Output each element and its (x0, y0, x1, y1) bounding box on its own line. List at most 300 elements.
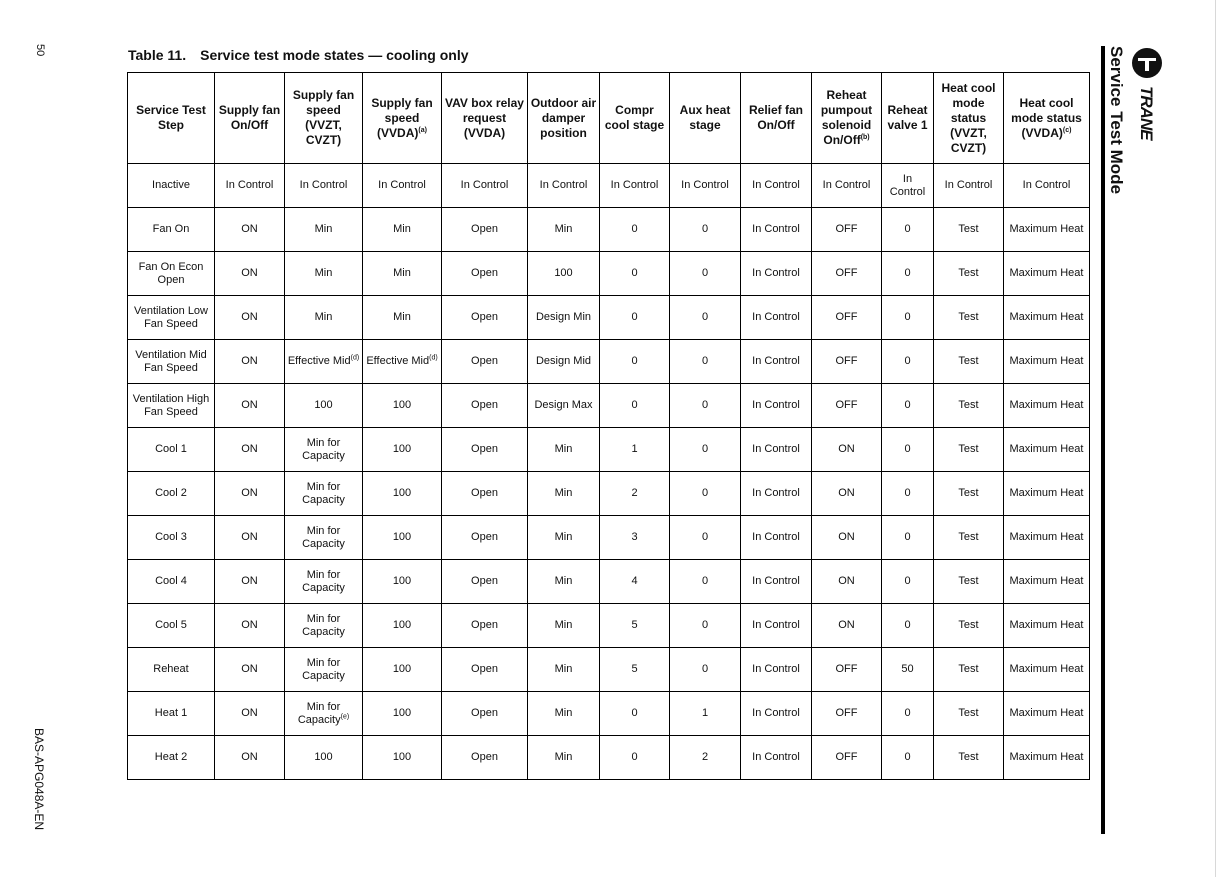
cell-value: ON (838, 575, 855, 587)
cell-value: In Control (752, 223, 800, 235)
cell-value: OFF (835, 267, 858, 279)
table-cell (215, 472, 285, 516)
cell-value: In Control (752, 443, 800, 455)
step-name-cell (128, 340, 215, 384)
table-cell (670, 340, 741, 384)
step-name-cell (128, 164, 215, 208)
table-cell (1004, 252, 1090, 296)
cell-value: Test (958, 311, 979, 323)
table-cell (934, 208, 1004, 252)
cell-value: Min (314, 311, 333, 323)
cell-value: Min for Capacity (302, 436, 345, 462)
cell-value: ON (241, 751, 258, 763)
table-cell (215, 604, 285, 648)
table-cell (1004, 384, 1090, 428)
table-cell (442, 340, 528, 384)
table-cell (528, 648, 600, 692)
cell-value: Maximum Heat (1009, 311, 1084, 323)
table-cell (741, 164, 812, 208)
cell-value: Min (314, 223, 333, 235)
cell-value: 100 (392, 707, 412, 719)
table-cell (363, 472, 442, 516)
cell-value: 0 (631, 751, 638, 763)
cell-value: Design Max (534, 399, 593, 411)
cell-value: In Control (681, 179, 729, 191)
table-cell (215, 692, 285, 736)
cell-value: Test (958, 619, 979, 631)
table-cell (741, 252, 812, 296)
table-cell (812, 384, 882, 428)
table-cell (812, 164, 882, 208)
table-cell (934, 560, 1004, 604)
cell-value: In Control (752, 267, 800, 279)
table-cell (741, 340, 812, 384)
table-cell (363, 428, 442, 472)
cell-value: 2 (631, 487, 638, 499)
table-cell (442, 648, 528, 692)
table-cell (600, 208, 670, 252)
table-cell (1004, 164, 1090, 208)
footnote-mark: (c) (1062, 126, 1072, 134)
cell-value: Min for Capacity (297, 700, 341, 726)
table-cell (442, 472, 528, 516)
table-cell (670, 604, 741, 648)
cell-value: 100 (392, 443, 412, 455)
cell-value: 0 (904, 311, 911, 323)
table-cell (934, 736, 1004, 780)
cell-value: 0 (701, 575, 709, 587)
document-code: BAS-APG048A-EN (32, 728, 46, 831)
page-number: 50 (34, 44, 46, 57)
cell-value: 100 (392, 399, 412, 411)
cell-value: Open (471, 443, 498, 455)
table-cell (882, 472, 934, 516)
table-cell (442, 736, 528, 780)
cell-value: Min (554, 663, 573, 675)
table-cell (1004, 208, 1090, 252)
cell-value: Open (471, 575, 498, 587)
cell-value: In Control (752, 311, 800, 323)
column-header-label: Supply fan speed (VVDA) (371, 95, 433, 140)
cell-value: In Control (378, 179, 426, 191)
table-cell (363, 384, 442, 428)
table-cell (600, 428, 670, 472)
step-name-cell (128, 560, 215, 604)
cell-value: In Control (752, 531, 800, 543)
cell-value: 100 (392, 487, 412, 499)
cell-value: Cool 4 (155, 575, 187, 587)
table-cell (528, 252, 600, 296)
column-header-label: Reheat valve 1 (887, 103, 928, 132)
cell-value: Test (958, 531, 979, 543)
cell-value: Test (958, 575, 979, 587)
table-cell (1004, 516, 1090, 560)
table-cell (1004, 296, 1090, 340)
cell-value: In Control (822, 179, 871, 191)
cell-value: Fan On Econ Open (138, 260, 204, 286)
cell-value: 0 (631, 399, 638, 411)
table-cell (600, 296, 670, 340)
table-cell (934, 296, 1004, 340)
cell-value: Maximum Heat (1009, 575, 1084, 587)
cell-value: In Control (752, 575, 800, 587)
cell-value: ON (838, 443, 855, 455)
column-header-label: Reheat pumpout solenoid On/Off (820, 88, 873, 147)
table-cell (215, 384, 285, 428)
table-cell (215, 296, 285, 340)
table-cell (882, 164, 934, 208)
table-cell (812, 648, 882, 692)
table-cell (741, 296, 812, 340)
cell-value: Min for Capacity (302, 612, 345, 638)
cell-value: Min (554, 751, 573, 763)
cell-value: Test (958, 707, 979, 719)
table-cell (215, 560, 285, 604)
cell-value: 100 (392, 531, 412, 543)
cell-value: Open (471, 487, 498, 499)
cell-value: In Control (752, 707, 800, 719)
cell-value: OFF (835, 663, 858, 675)
cell-value: ON (241, 355, 258, 367)
table-cell (812, 252, 882, 296)
cell-value: Min (393, 267, 411, 279)
table-header-row (128, 73, 1090, 164)
cell-value: 100 (392, 751, 412, 763)
table-cell (363, 208, 442, 252)
cell-value: In Control (299, 179, 348, 191)
table-cell (934, 164, 1004, 208)
cell-value: 0 (701, 663, 709, 675)
table-row (128, 648, 1090, 692)
column-header-label: VAV box relay request (VVDA) (445, 95, 524, 140)
cell-value: Heat 1 (154, 707, 188, 719)
table-cell (215, 208, 285, 252)
cell-value: In Control (752, 355, 800, 367)
step-name-cell (128, 296, 215, 340)
cell-value: Min (554, 223, 573, 235)
cell-value: 0 (631, 223, 638, 235)
step-name-cell (128, 736, 215, 780)
table-cell (741, 604, 812, 648)
cell-value: Maximum Heat (1009, 751, 1084, 763)
cell-value: Maximum Heat (1009, 223, 1084, 235)
table-cell (1004, 648, 1090, 692)
table-cell (670, 296, 741, 340)
table-cell (285, 648, 363, 692)
table-cell (363, 736, 442, 780)
column-header (363, 73, 442, 164)
cell-value: In Control (889, 172, 926, 198)
table-cell (670, 208, 741, 252)
column-header-label: Outdoor air damper position (530, 95, 597, 140)
cell-value: ON (241, 223, 258, 235)
table-cell (442, 428, 528, 472)
table-cell (285, 428, 363, 472)
table-row (128, 384, 1090, 428)
cell-value: Open (471, 311, 498, 323)
cell-value: In Control (752, 619, 800, 631)
cell-value: 100 (392, 619, 412, 631)
table-cell (285, 736, 363, 780)
table-cell (1004, 340, 1090, 384)
cell-value: OFF (835, 399, 858, 411)
column-header (215, 73, 285, 164)
table-cell (670, 472, 741, 516)
table-cell (363, 516, 442, 560)
cell-value: 5 (631, 663, 638, 675)
table-cell (285, 340, 363, 384)
cell-value: 0 (701, 619, 709, 631)
brand-wordmark: TRANE (1137, 86, 1156, 140)
cell-value: Open (471, 267, 498, 279)
cell-value: OFF (835, 355, 858, 367)
cell-value: Reheat (153, 663, 189, 675)
cell-value: Cool 2 (155, 487, 187, 499)
table-cell (1004, 472, 1090, 516)
sidebar-rule (1101, 46, 1105, 834)
cell-value: In Control (539, 179, 588, 191)
cell-value: 0 (904, 531, 911, 543)
table-cell (442, 384, 528, 428)
cell-value: ON (241, 619, 258, 631)
cell-value: Min (393, 311, 411, 323)
cell-value: 0 (631, 707, 638, 719)
cell-value: Cool 5 (155, 619, 187, 631)
cell-value: 0 (701, 355, 709, 367)
table-cell (528, 560, 600, 604)
table-cell (882, 340, 934, 384)
table-cell (741, 384, 812, 428)
cell-value: Test (958, 355, 979, 367)
cell-value: Design Mid (535, 355, 592, 367)
cell-value: 0 (904, 223, 911, 235)
column-header (670, 73, 741, 164)
table-cell (285, 692, 363, 736)
table-cell (812, 340, 882, 384)
table-cell (215, 648, 285, 692)
cell-value: Open (471, 707, 498, 719)
cell-value: 1 (701, 707, 709, 719)
cell-value: Maximum Heat (1009, 707, 1084, 719)
cell-value: Min (554, 443, 573, 455)
cell-value: Open (471, 619, 498, 631)
table-cell (934, 692, 1004, 736)
table-cell (934, 340, 1004, 384)
table-cell (528, 164, 600, 208)
table-cell (528, 428, 600, 472)
cell-value: Maximum Heat (1009, 443, 1084, 455)
cell-value: Design Min (535, 311, 592, 323)
table-cell (285, 384, 363, 428)
table-row (128, 692, 1090, 736)
cell-value: 0 (701, 311, 709, 323)
cell-value: 0 (904, 751, 911, 763)
cell-value: Min (393, 223, 411, 235)
cell-value: In Control (460, 179, 509, 191)
table-row (128, 164, 1090, 208)
cell-value: Maximum Heat (1009, 531, 1084, 543)
cell-value: 100 (392, 663, 412, 675)
column-header-label: Aux heat stage (679, 103, 731, 132)
table-row (128, 296, 1090, 340)
table-cell (215, 516, 285, 560)
table-row (128, 472, 1090, 516)
table-cell (670, 164, 741, 208)
table-cell (363, 604, 442, 648)
table-cell (528, 604, 600, 648)
cell-value: Effective Mid (287, 355, 351, 367)
cell-value: 100 (314, 399, 333, 411)
table-cell (812, 472, 882, 516)
table-cell (670, 648, 741, 692)
cell-value: Min (554, 575, 573, 587)
table-cell (934, 516, 1004, 560)
cell-value: 0 (631, 311, 638, 323)
cell-value: In Control (752, 179, 800, 191)
table-cell (285, 472, 363, 516)
cell-value: ON (838, 531, 855, 543)
table-cell (812, 428, 882, 472)
cell-value: 100 (314, 751, 333, 763)
table-cell (812, 516, 882, 560)
cell-value: Cool 1 (155, 443, 187, 455)
table-cell (741, 648, 812, 692)
table-cell (600, 472, 670, 516)
cell-value: Min (554, 531, 573, 543)
cell-value: Open (471, 751, 498, 763)
cell-value: Open (471, 355, 498, 367)
cell-value: In Control (1022, 179, 1071, 191)
table-cell (741, 472, 812, 516)
table-cell (882, 296, 934, 340)
cell-value: ON (838, 487, 855, 499)
table-cell (600, 516, 670, 560)
table-cell (528, 340, 600, 384)
table-cell (528, 384, 600, 428)
cell-value: Min for Capacity (302, 524, 345, 550)
cell-value: 0 (904, 487, 911, 499)
cell-value: In Control (752, 751, 800, 763)
cell-value: 0 (701, 531, 709, 543)
cell-value: Effective Mid (366, 355, 430, 367)
table-cell (363, 252, 442, 296)
footnote-mark: (b) (860, 134, 870, 141)
table-cell (215, 428, 285, 472)
column-header-label: Heat cool mode status (VVDA) (1011, 95, 1082, 140)
table-cell (363, 164, 442, 208)
column-header (882, 73, 934, 164)
cell-value: Open (471, 663, 498, 675)
cell-value: 0 (631, 267, 638, 279)
table-cell (1004, 428, 1090, 472)
table-cell (882, 384, 934, 428)
table-cell (215, 736, 285, 780)
cell-value: 0 (701, 399, 709, 411)
cell-value: In Control (752, 399, 800, 411)
table-cell (812, 692, 882, 736)
cell-value: Maximum Heat (1009, 487, 1084, 499)
table-cell (741, 428, 812, 472)
footnote-mark: (a) (418, 126, 427, 134)
cell-value: Test (958, 443, 979, 455)
cell-value: 0 (701, 487, 709, 499)
table-cell (285, 604, 363, 648)
step-name-cell (128, 472, 215, 516)
table-cell (442, 692, 528, 736)
table-cell (934, 384, 1004, 428)
cell-value: Fan On (152, 223, 190, 235)
cell-value: Maximum Heat (1009, 619, 1084, 631)
table-cell (285, 296, 363, 340)
cell-value: 0 (904, 619, 911, 631)
cell-value: Ventilation High Fan Speed (132, 392, 210, 418)
table-row (128, 516, 1090, 560)
table-cell (600, 692, 670, 736)
cell-value: ON (241, 311, 258, 323)
table-cell (670, 560, 741, 604)
step-name-cell (128, 208, 215, 252)
step-name-cell (128, 516, 215, 560)
table-cell (741, 560, 812, 604)
table-row (128, 604, 1090, 648)
cell-value: 0 (701, 267, 709, 279)
table-row (128, 208, 1090, 252)
cell-value: 100 (392, 575, 412, 587)
cell-value: Test (958, 663, 979, 675)
table-cell (442, 164, 528, 208)
table-cell (215, 252, 285, 296)
table-cell (528, 736, 600, 780)
cell-value: 0 (904, 399, 911, 411)
table-cell (882, 692, 934, 736)
cell-value: Min (554, 619, 573, 631)
table-cell (363, 648, 442, 692)
table-cell (600, 252, 670, 296)
column-header-label: Service Test Step (136, 103, 206, 132)
cell-value: Min for Capacity (302, 656, 345, 682)
cell-value: 0 (904, 443, 911, 455)
table-cell (882, 428, 934, 472)
table-cell (363, 560, 442, 604)
cell-value: ON (241, 663, 258, 675)
column-header (528, 73, 600, 164)
service-test-mode-table (127, 72, 1090, 780)
table-cell (285, 252, 363, 296)
table-cell (670, 516, 741, 560)
column-header (1004, 73, 1090, 164)
cell-value: OFF (835, 707, 858, 719)
step-name-cell (128, 692, 215, 736)
table-cell (215, 164, 285, 208)
table-cell (600, 604, 670, 648)
cell-value: Test (958, 223, 979, 235)
cell-value: OFF (835, 311, 858, 323)
table-cell (882, 604, 934, 648)
table-cell (1004, 692, 1090, 736)
cell-value: ON (241, 707, 258, 719)
table-cell (934, 472, 1004, 516)
cell-value: ON (241, 531, 258, 543)
table-cell (741, 208, 812, 252)
table-title: Service test mode states — cooling only (200, 47, 469, 63)
cell-value: 0 (701, 223, 709, 235)
table-cell (528, 516, 600, 560)
table-cell (1004, 560, 1090, 604)
table-cell (600, 560, 670, 604)
cell-value: Test (958, 267, 979, 279)
cell-value: Min (554, 487, 573, 499)
table-cell (528, 296, 600, 340)
